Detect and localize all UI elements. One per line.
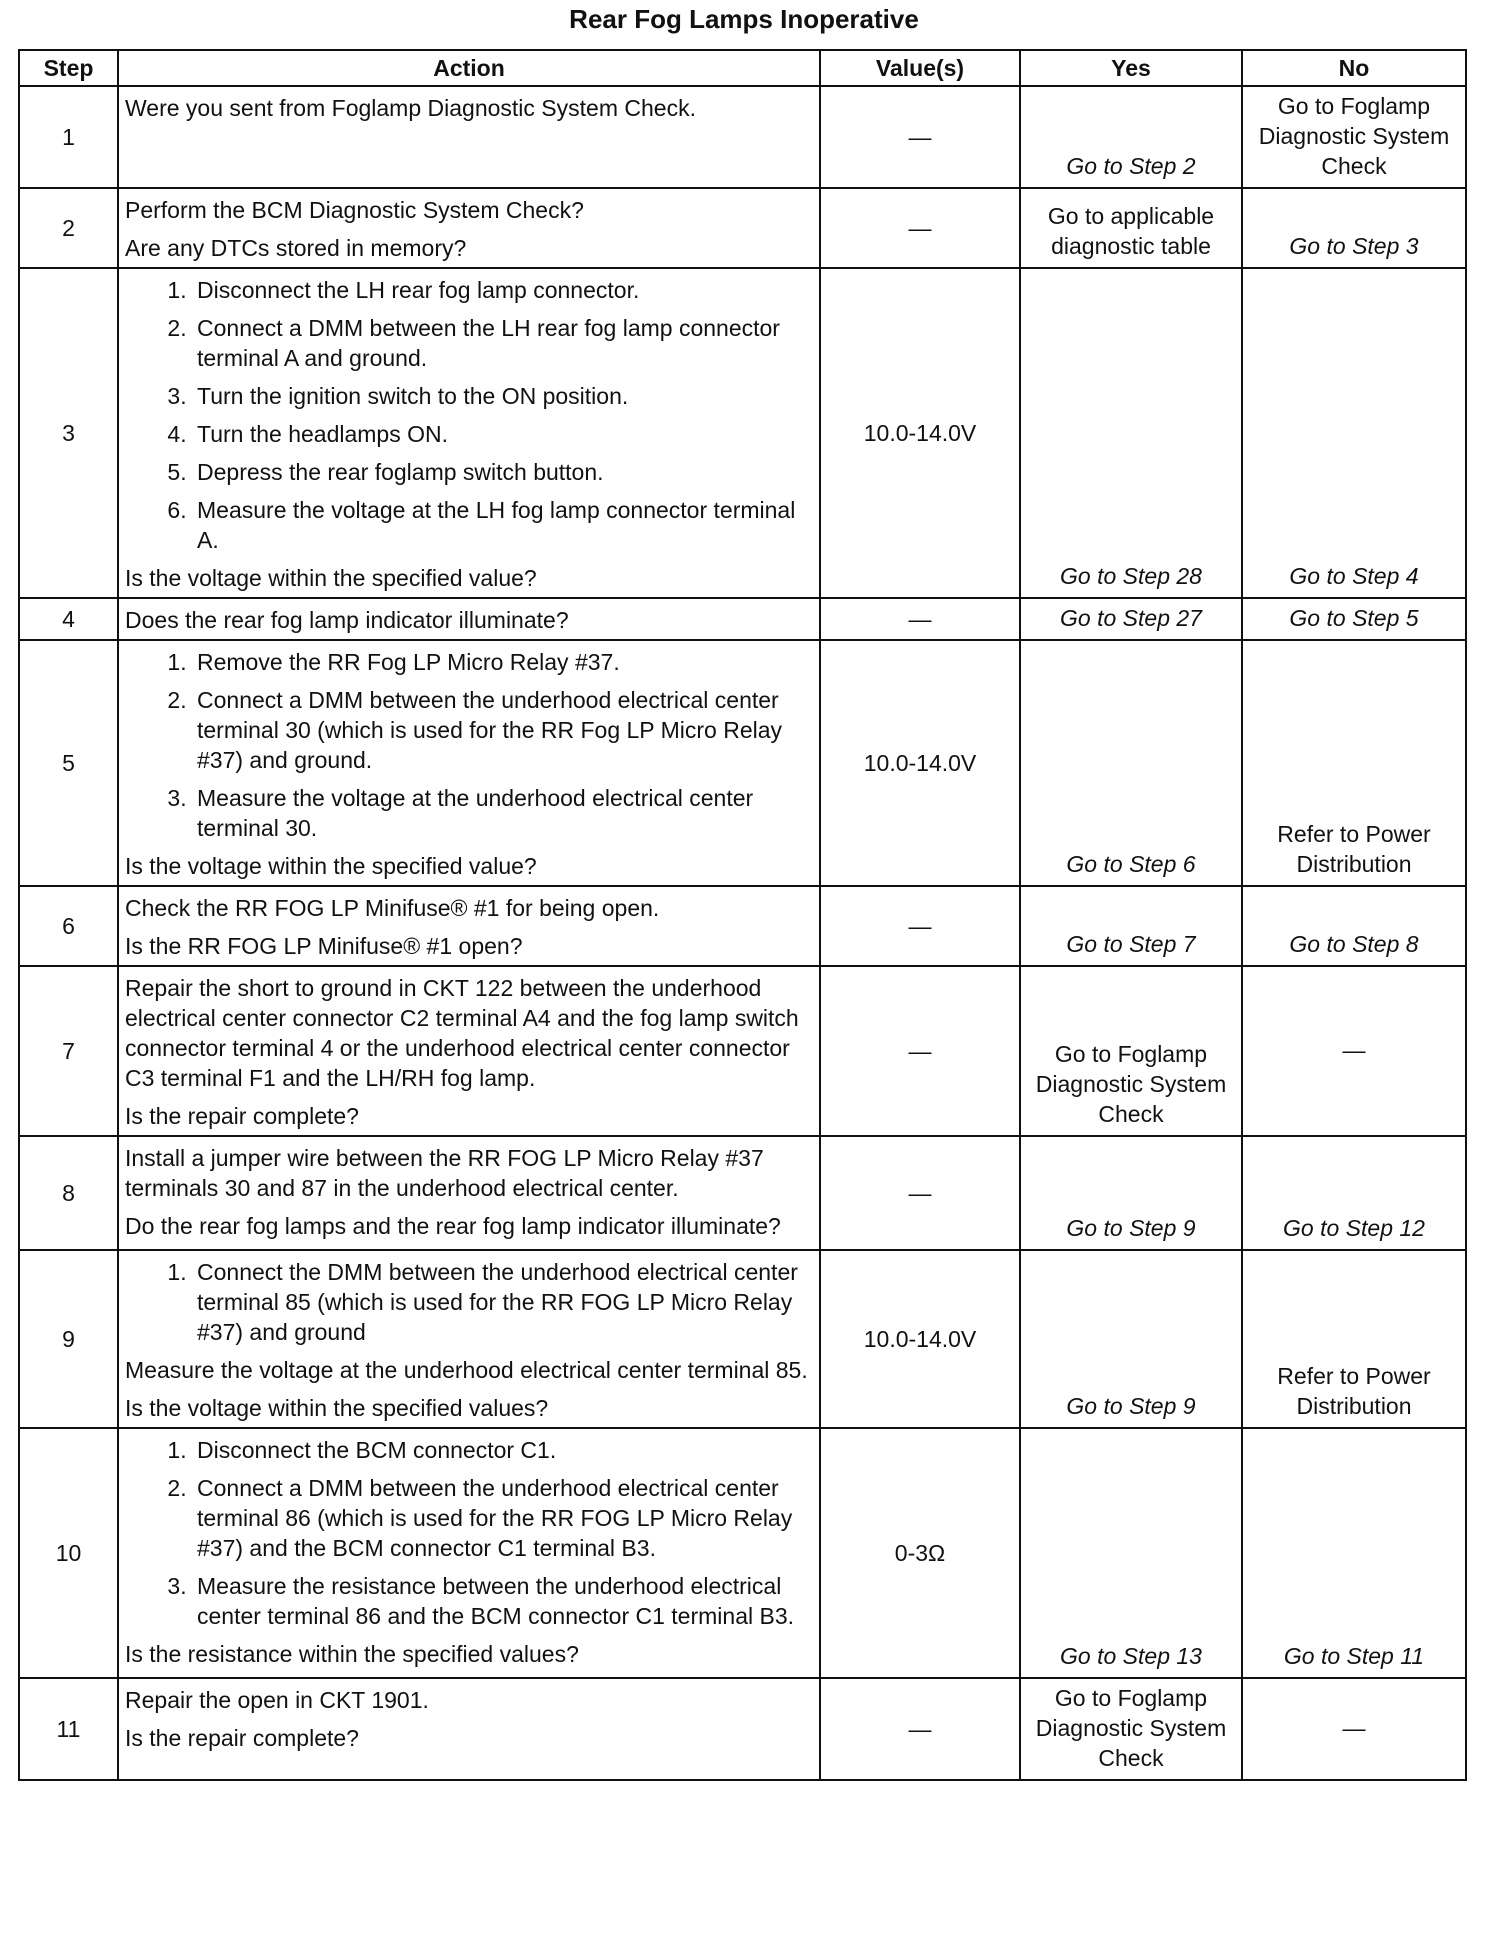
table-row xyxy=(19,86,1466,188)
page-title: Rear Fog Lamps Inoperative xyxy=(569,4,919,34)
value-cell: 10.0-14.0V xyxy=(820,1250,1020,1428)
value-cell: 0-3Ω xyxy=(820,1428,1020,1678)
action-text: Perform the BCM Diagnostic System Check? xyxy=(125,197,584,223)
action-step-item: 3. Measure the resistance between the underhood electrical center terminal 86 and the BCM connector C1 terminal B3. xyxy=(193,1571,813,1631)
step-number: 3 xyxy=(19,268,118,598)
table-row xyxy=(19,1678,1466,1780)
header-yes: Yes xyxy=(1020,50,1242,86)
action-text: Is the repair complete? xyxy=(125,1103,359,1129)
step-number: 8 xyxy=(19,1136,118,1250)
value-cell: — xyxy=(820,1678,1020,1780)
action-step-item: 1. Disconnect the LH rear fog lamp connector. xyxy=(193,275,813,305)
step-number: 4 xyxy=(19,598,118,640)
action-cell xyxy=(118,188,820,268)
yes-cell: Go to Step 9 xyxy=(1020,1136,1242,1250)
no-cell: Go to Step 12 xyxy=(1242,1136,1466,1250)
action-cell xyxy=(118,598,820,640)
value-cell: — xyxy=(820,886,1020,966)
action-steps-list xyxy=(125,1257,813,1347)
value-cell: 10.0-14.0V xyxy=(820,640,1020,886)
table-row xyxy=(19,640,1466,886)
header-action: Action xyxy=(118,50,820,86)
action-steps-list xyxy=(125,1435,813,1631)
table-row xyxy=(19,1428,1466,1678)
action-cell xyxy=(118,1678,820,1780)
value-cell: — xyxy=(820,188,1020,268)
action-step-item: 2. Connect a DMM between the underhood electrical center terminal 30 (which is used for the RR Fog LP Micro Relay #37) and ground. xyxy=(193,685,813,775)
no-cell: Go to Step 3 xyxy=(1242,188,1466,268)
yes-cell: Go to Step 13 xyxy=(1020,1428,1242,1678)
step-number: 2 xyxy=(19,188,118,268)
no-cell: Go to Step 5 xyxy=(1242,598,1466,640)
yes-cell: Go to Step 28 xyxy=(1020,268,1242,598)
yes-cell: Go to applicable diagnostic table xyxy=(1020,188,1242,268)
table-row xyxy=(19,966,1466,1136)
yes-cell: Go to Step 6 xyxy=(1020,640,1242,886)
action-step-item: 1. Remove the RR Fog LP Micro Relay #37. xyxy=(193,647,813,677)
no-cell: Refer to Power Distribution xyxy=(1242,640,1466,886)
yes-cell: Go to Foglamp Diagnostic System Check xyxy=(1020,966,1242,1136)
action-text: Repair the short to ground in CKT 122 between the underhood electrical center connector C2 terminal A4 and the fog lamp switch connector terminal 4 or the underhood electrical center connector C3 terminal F1 and the LH/RH fog lamp. xyxy=(125,975,799,1091)
action-cell xyxy=(118,1250,820,1428)
no-cell: — xyxy=(1242,966,1466,1136)
no-cell: Go to Step 11 xyxy=(1242,1428,1466,1678)
diagnostic-table xyxy=(18,49,1467,1781)
action-cell xyxy=(118,1136,820,1250)
action-text: Install a jumper wire between the RR FOG LP Micro Relay #37 terminals 30 and 87 in the underhood electrical center. xyxy=(125,1145,764,1201)
action-step-item: 2. Connect a DMM between the LH rear fog lamp connector terminal A and ground. xyxy=(193,313,813,373)
value-cell: — xyxy=(820,86,1020,188)
header-values: Value(s) xyxy=(820,50,1020,86)
action-cell xyxy=(118,886,820,966)
value-cell: — xyxy=(820,1136,1020,1250)
action-text: Is the RR FOG LP Minifuse® #1 open? xyxy=(125,933,523,959)
action-step-item: 4. Turn the headlamps ON. xyxy=(193,419,813,449)
step-number: 10 xyxy=(19,1428,118,1678)
value-cell: — xyxy=(820,966,1020,1136)
action-cell xyxy=(118,86,820,188)
action-text: Are any DTCs stored in memory? xyxy=(125,235,467,261)
action-step-item: 5. Depress the rear foglamp switch button. xyxy=(193,457,813,487)
action-text: Does the rear fog lamp indicator illuminate? xyxy=(125,607,569,633)
step-number: 6 xyxy=(19,886,118,966)
action-question: Is the voltage within the specified values? xyxy=(125,1395,549,1421)
action-step-item: 6. Measure the voltage at the LH fog lamp connector terminal A. xyxy=(193,495,813,555)
no-cell: Refer to Power Distribution xyxy=(1242,1250,1466,1428)
action-text: Repair the open in CKT 1901. xyxy=(125,1687,429,1713)
action-text: Is the repair complete? xyxy=(125,1725,359,1751)
action-step-item: 2. Connect a DMM between the underhood electrical center terminal 86 (which is used for the RR FOG LP Micro Relay #37) and the BCM connector C1 terminal B3. xyxy=(193,1473,813,1563)
value-cell: 10.0-14.0V xyxy=(820,268,1020,598)
step-number: 7 xyxy=(19,966,118,1136)
no-cell: Go to Step 4 xyxy=(1242,268,1466,598)
yes-cell: Go to Foglamp Diagnostic System Check xyxy=(1020,1678,1242,1780)
table-header-row xyxy=(19,50,1466,86)
yes-cell: Go to Step 27 xyxy=(1020,598,1242,640)
table-row xyxy=(19,598,1466,640)
no-cell: Go to Step 8 xyxy=(1242,886,1466,966)
table-row xyxy=(19,1136,1466,1250)
header-no: No xyxy=(1242,50,1466,86)
action-cell xyxy=(118,640,820,886)
action-step-item: 3. Turn the ignition switch to the ON position. xyxy=(193,381,813,411)
yes-cell: Go to Step 9 xyxy=(1020,1250,1242,1428)
table-row xyxy=(19,886,1466,966)
action-cell xyxy=(118,966,820,1136)
action-text: Measure the voltage at the underhood electrical center terminal 85. xyxy=(125,1357,808,1383)
step-number: 5 xyxy=(19,640,118,886)
no-cell: — xyxy=(1242,1678,1466,1780)
action-question: Is the resistance within the specified values? xyxy=(125,1641,579,1667)
action-step-item: 1. Disconnect the BCM connector C1. xyxy=(193,1435,813,1465)
no-cell: Go to Foglamp Diagnostic System Check xyxy=(1242,86,1466,188)
action-text: Do the rear fog lamps and the rear fog lamp indicator illuminate? xyxy=(125,1213,781,1239)
step-number: 1 xyxy=(19,86,118,188)
action-cell xyxy=(118,268,820,598)
step-number: 11 xyxy=(19,1678,118,1780)
value-cell: — xyxy=(820,598,1020,640)
action-steps-list xyxy=(125,275,813,555)
header-step: Step xyxy=(19,50,118,86)
action-question: Is the voltage within the specified value? xyxy=(125,565,537,591)
yes-cell: Go to Step 7 xyxy=(1020,886,1242,966)
table-row xyxy=(19,188,1466,268)
yes-cell: Go to Step 2 xyxy=(1020,86,1242,188)
step-number: 9 xyxy=(19,1250,118,1428)
action-cell xyxy=(118,1428,820,1678)
table-row xyxy=(19,268,1466,598)
action-steps-list xyxy=(125,647,813,843)
table-row xyxy=(19,1250,1466,1428)
action-question: Is the voltage within the specified value? xyxy=(125,853,537,879)
action-text: Were you sent from Foglamp Diagnostic System Check. xyxy=(125,95,696,121)
action-step-item: 3. Measure the voltage at the underhood electrical center terminal 30. xyxy=(193,783,813,843)
action-text: Check the RR FOG LP Minifuse® #1 for being open. xyxy=(125,895,660,921)
action-step-item: 1. Connect the DMM between the underhood electrical center terminal 85 (which is used for the RR FOG LP Micro Relay #37) and ground xyxy=(193,1257,813,1347)
